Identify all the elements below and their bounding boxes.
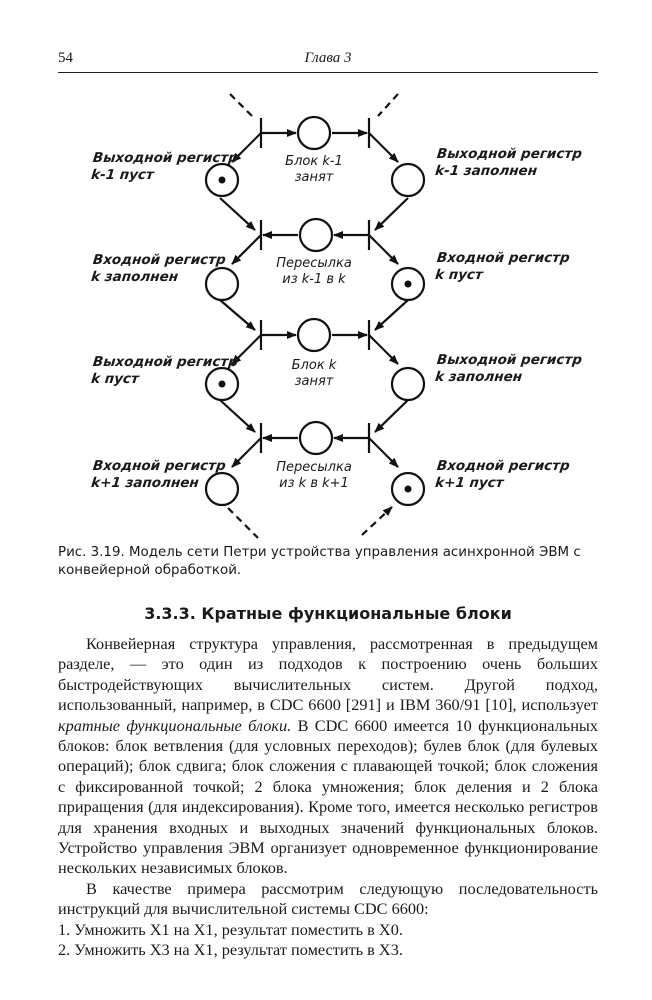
right-label-3: Выходной регистр k заполнен <box>434 352 583 385</box>
paragraph-2: В качестве примера рассмотрим следующую последовательность инструкций для вычислительной системы CDC 6600: <box>58 878 598 919</box>
center-label-2: Пересылка из k-1 в k <box>276 256 352 287</box>
body-text <box>58 634 598 961</box>
page-header <box>58 50 598 72</box>
chapter-title: Глава 3 <box>304 50 352 66</box>
left-label-3: Выходной регистр k пуст <box>90 354 239 387</box>
left-label-1: Выходной регистр k-1 пуст <box>90 150 239 183</box>
section-heading: 3.3.3. Кратные функциональные блоки <box>144 604 512 623</box>
header-rule <box>58 72 598 73</box>
center-label-3: Блок k занят <box>291 358 337 389</box>
right-label-1: Выходной регистр k-1 заполнен <box>434 146 583 179</box>
dashed-arc-top-right <box>378 94 398 116</box>
center-label-1: Блок k-1 занят <box>285 154 343 185</box>
center-label-4: Пересылка из k в k+1 <box>276 460 352 491</box>
left-label-2: Входной регистр k заполнен <box>90 252 227 285</box>
left-label-4: Входной регистр k+1 заполнен <box>90 458 227 491</box>
dashed-arc-top-left <box>230 94 252 116</box>
paragraph-1: Конвейерная структура управления, рассмотренная в предыдущем разделе, — это один из подходов к построению очень больших быстродействующих вычислительных систем. Другой подход, использованный, например, в CDC 6600 [291] и IBM 360/91 [10], использует кратные функциональные блоки. В CDC 6600 имеется 10 функциональных блоков: блок ветвления (для условных переходов); булев блок (для булевых операций); блок сдвига; блок сложения с плавающей точкой; блок сложения с фиксированной точкой; 2 блока умножения; блок деления и 2 блока приращения (для индексирования). Кроме того, имеется несколько регистров для хранения входных и выходных значений функциональных блоков. Устройство управления ЭВМ организует одновременное функционирование нескольких независимых блоков. <box>58 634 599 878</box>
list-item: 2. Умножить X3 на X1, результат поместить в X3. <box>58 940 403 960</box>
page-number: 54 <box>58 50 73 66</box>
right-label-2: Входной регистр k пуст <box>434 250 571 283</box>
list-item: 1. Умножить X1 на X1, результат поместить в X0. <box>58 919 403 939</box>
right-label-4: Входной регистр k+1 пуст <box>434 458 571 491</box>
figure-caption: Рис. 3.19. Модель сети Петри устройства управления асинхронной ЭВМ с конвейерной обработкой. <box>58 545 581 578</box>
petri-net-figure <box>0 80 652 550</box>
